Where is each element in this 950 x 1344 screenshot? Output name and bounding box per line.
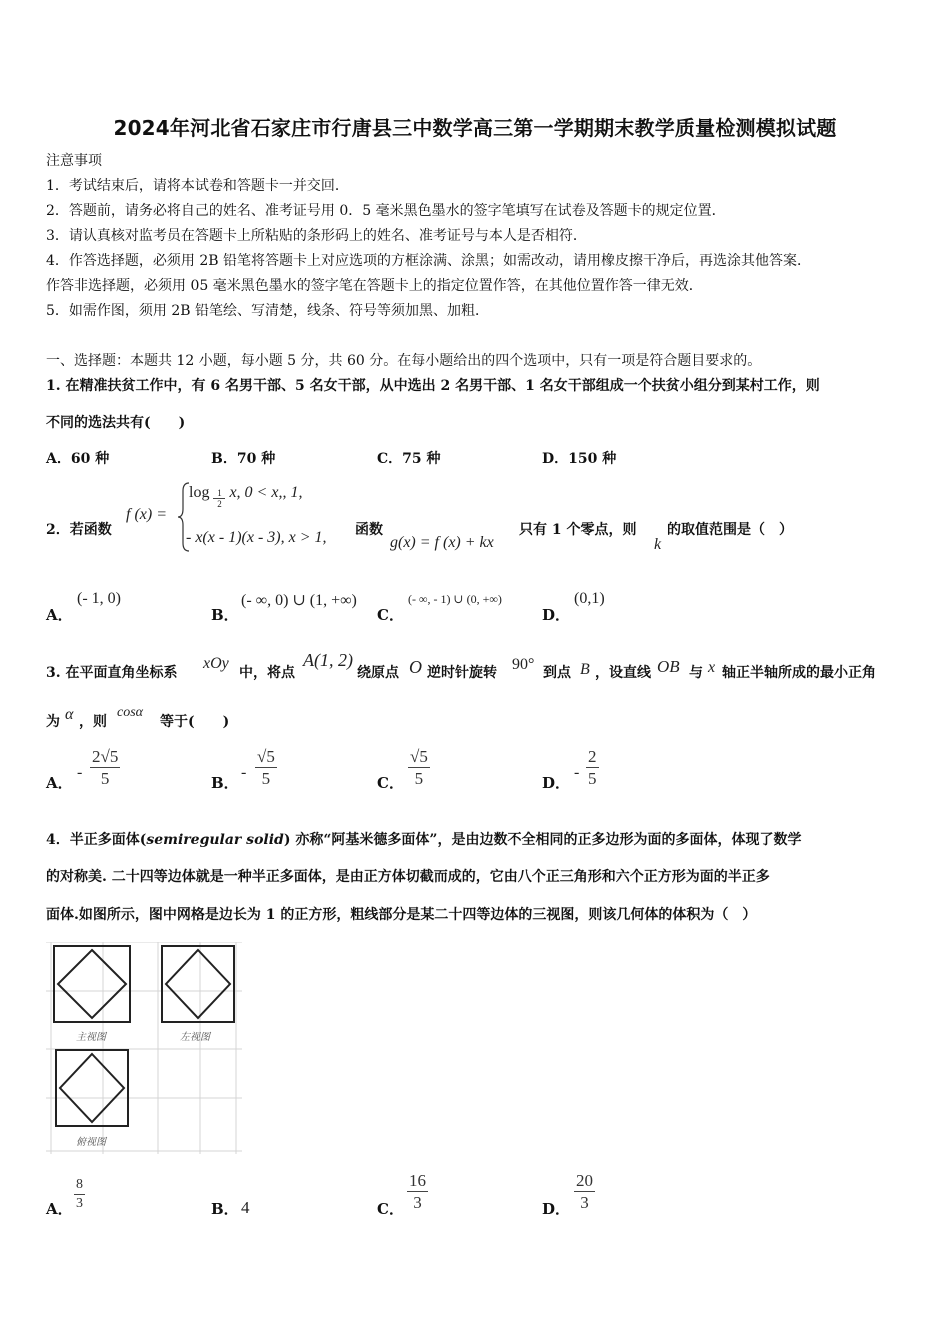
page-title: 2024年河北省石家庄市行唐县三中数学高三第一学期期末教学质量检测模拟试题 xyxy=(113,116,837,140)
section-heading: 一、选择题：本题共 12 小题，每小题 5 分，共 60 分。在每小题给出的四个选项中，只有一项是符合题目要求的。 xyxy=(46,353,762,369)
q4-option-c-fraction: $\frac{16}{3}$ xyxy=(409,1171,426,1212)
q3-option-b-sign: - xyxy=(241,764,247,781)
q1-option-b: B．70 种 xyxy=(211,451,276,467)
q4-stem-line3: 面体.如图所示，图中网格是边长为 1 的正方形，粗线部分是某二十四等边体的三视图，则该几何体的体积为（ ） xyxy=(46,907,757,923)
q4-option-a-label: A． xyxy=(46,1200,73,1218)
q3-o: O xyxy=(409,657,422,677)
front-view xyxy=(54,946,130,1022)
q3-x: x xyxy=(708,659,716,676)
q4-option-d-label: D． xyxy=(542,1200,571,1218)
q1-stem-line1: 1. 在精准扶贫工作中，有 6 名男干部、5 名女干部，从中选出 2 名男干部、1 名女干部组成一个扶贫小组分到某村工作，则 xyxy=(46,378,820,394)
q3-stem-part: 为 xyxy=(46,714,60,730)
q3-cos: cosα xyxy=(117,705,144,720)
q3-stem-part: 轴正半轴所成的最小正角 xyxy=(722,665,876,681)
q3-stem-part: 中，将点 xyxy=(239,665,295,681)
notice-item: 3．请认真核对监考员在答题卡上所粘贴的条形码上的姓名、准考证号与本人是否相符． xyxy=(46,228,587,244)
q3-option-a-fraction: $\frac{2√5}{5}$ xyxy=(92,747,119,788)
q2-tail2: 的取值范围是（ ） xyxy=(667,522,793,538)
q3-stem-part: 与 xyxy=(689,665,703,681)
side-view-label: 左视图 xyxy=(180,1032,210,1043)
q3-option-d-sign: - xyxy=(574,764,580,781)
q2-k: k xyxy=(654,536,662,553)
q3-option-c-fraction: $\frac{√5}{5}$ xyxy=(410,747,428,788)
q2-case2: - x(x - 1)(x - 3), x > 1, xyxy=(186,529,327,546)
side-view xyxy=(162,946,234,1022)
q4-option-b: 4 xyxy=(241,1198,250,1217)
q2-mid: 函数 xyxy=(355,522,383,538)
top-view-label: 俯视图 xyxy=(76,1137,106,1148)
q3-stem-part: 逆时针旋转 xyxy=(427,665,497,681)
notice-item: 4．作答选择题，必须用 2B 铅笔将答题卡上对应选项的方框涂满、涂黑；如需改动，请用橡皮擦干净后，再选涂其他答案． xyxy=(46,253,811,269)
q3-b: B xyxy=(580,661,590,678)
notice-heading: 注意事项 xyxy=(46,153,102,169)
q3-option-c-label: C． xyxy=(377,774,404,792)
grid-lines xyxy=(46,942,242,1154)
q4-stem-line1: 4．半正多面体(semiregular solid) 亦称“阿基米德多面体”，是由边数不全相同的正多边形为面的多面体，体现了数学 xyxy=(46,832,802,848)
q2-prefix: 2．若函数 xyxy=(46,522,112,538)
q3-stem-part: ，设直线 xyxy=(595,665,651,681)
q1-option-a: A．60 种 xyxy=(46,451,110,467)
q3-option-d-label: D． xyxy=(542,774,571,792)
q2-fx: f (x) = xyxy=(126,506,167,523)
q3-stem-part: 到点 xyxy=(543,665,571,681)
q3-option-d-fraction: $\frac{2}{5}$ xyxy=(588,747,597,788)
q1-option-d: D．150 种 xyxy=(542,451,617,467)
q4-option-b-label: B． xyxy=(211,1200,239,1218)
q2-case1: log $\frac{1}{2}$ x, 0 < x,, 1, xyxy=(189,484,303,509)
q2-option-d-label: D． xyxy=(542,606,571,624)
q2-option-a: (- 1, 0) xyxy=(77,590,121,607)
q3-alpha: α xyxy=(65,706,74,723)
q3-ob: OB xyxy=(657,657,680,676)
q2-option-c: (- ∞, - 1) ∪ (0, +∞) xyxy=(408,592,502,606)
front-view-label: 主视图 xyxy=(76,1032,106,1043)
q2-tail1: 只有 1 个零点，则 xyxy=(519,522,637,538)
notice-item: 1．考试结束后，请将本试卷和答题卡一并交回． xyxy=(46,178,349,194)
q2-option-b-label: B． xyxy=(211,606,239,624)
q3-stem-part: ，则 xyxy=(79,714,107,730)
q3-option-a-label: A． xyxy=(46,774,73,792)
q4-option-a-fraction: $\frac{8}{3}$ xyxy=(76,1177,83,1211)
notice-item: 作答非选择题，必须用 05 毫米黑色墨水的签字笔在答题卡上的指定位置作答，在其他位置作答一律无效． xyxy=(46,278,703,294)
q3-option-b-label: B． xyxy=(211,774,239,792)
q3-stem-part: 绕原点 xyxy=(357,665,399,681)
q3-option-b-fraction: $\frac{√5}{5}$ xyxy=(257,747,275,788)
q2-option-d: (0,1) xyxy=(574,590,605,607)
q3-stem-part: 等于( ) xyxy=(160,714,230,730)
q3-deg: 90° xyxy=(512,656,535,673)
top-view xyxy=(56,1050,128,1126)
three-view-figure xyxy=(46,942,246,1154)
q3-stem-part: 3. 在平面直角坐标系 xyxy=(46,665,178,681)
q3-point-a: A(1, 2) xyxy=(303,650,353,670)
q1-option-c: C．75 种 xyxy=(377,451,441,467)
q4-stem-line2: 的对称美. 二十四等边体就是一种半正多面体，是由正方体切截而成的，它由八个正三角形和六个正方形为面的半正多 xyxy=(46,869,770,885)
q2-option-a-label: A． xyxy=(46,606,73,624)
q4-option-c-label: C． xyxy=(377,1200,404,1218)
notice-item: 2．答题前，请务必将自己的姓名、准考证号用 0．5 毫米黑色墨水的签字笔填写在试卷及答题卡的规定位置． xyxy=(46,203,726,219)
q4-option-d-fraction: $\frac{20}{3}$ xyxy=(576,1171,593,1212)
q3-xoy: xOy xyxy=(203,655,229,672)
q2-option-c-label: C． xyxy=(377,606,404,624)
notice-item: 5．如需作图，须用 2B 铅笔绘、写清楚，线条、符号等须加黑、加粗． xyxy=(46,303,490,319)
q2-gx: g(x) = f (x) + kx xyxy=(390,534,494,551)
q3-option-a-sign: - xyxy=(77,764,83,781)
q1-stem-line2: 不同的选法共有( ) xyxy=(46,415,186,431)
q2-option-b: (- ∞, 0) ∪ (1, +∞) xyxy=(241,592,357,609)
